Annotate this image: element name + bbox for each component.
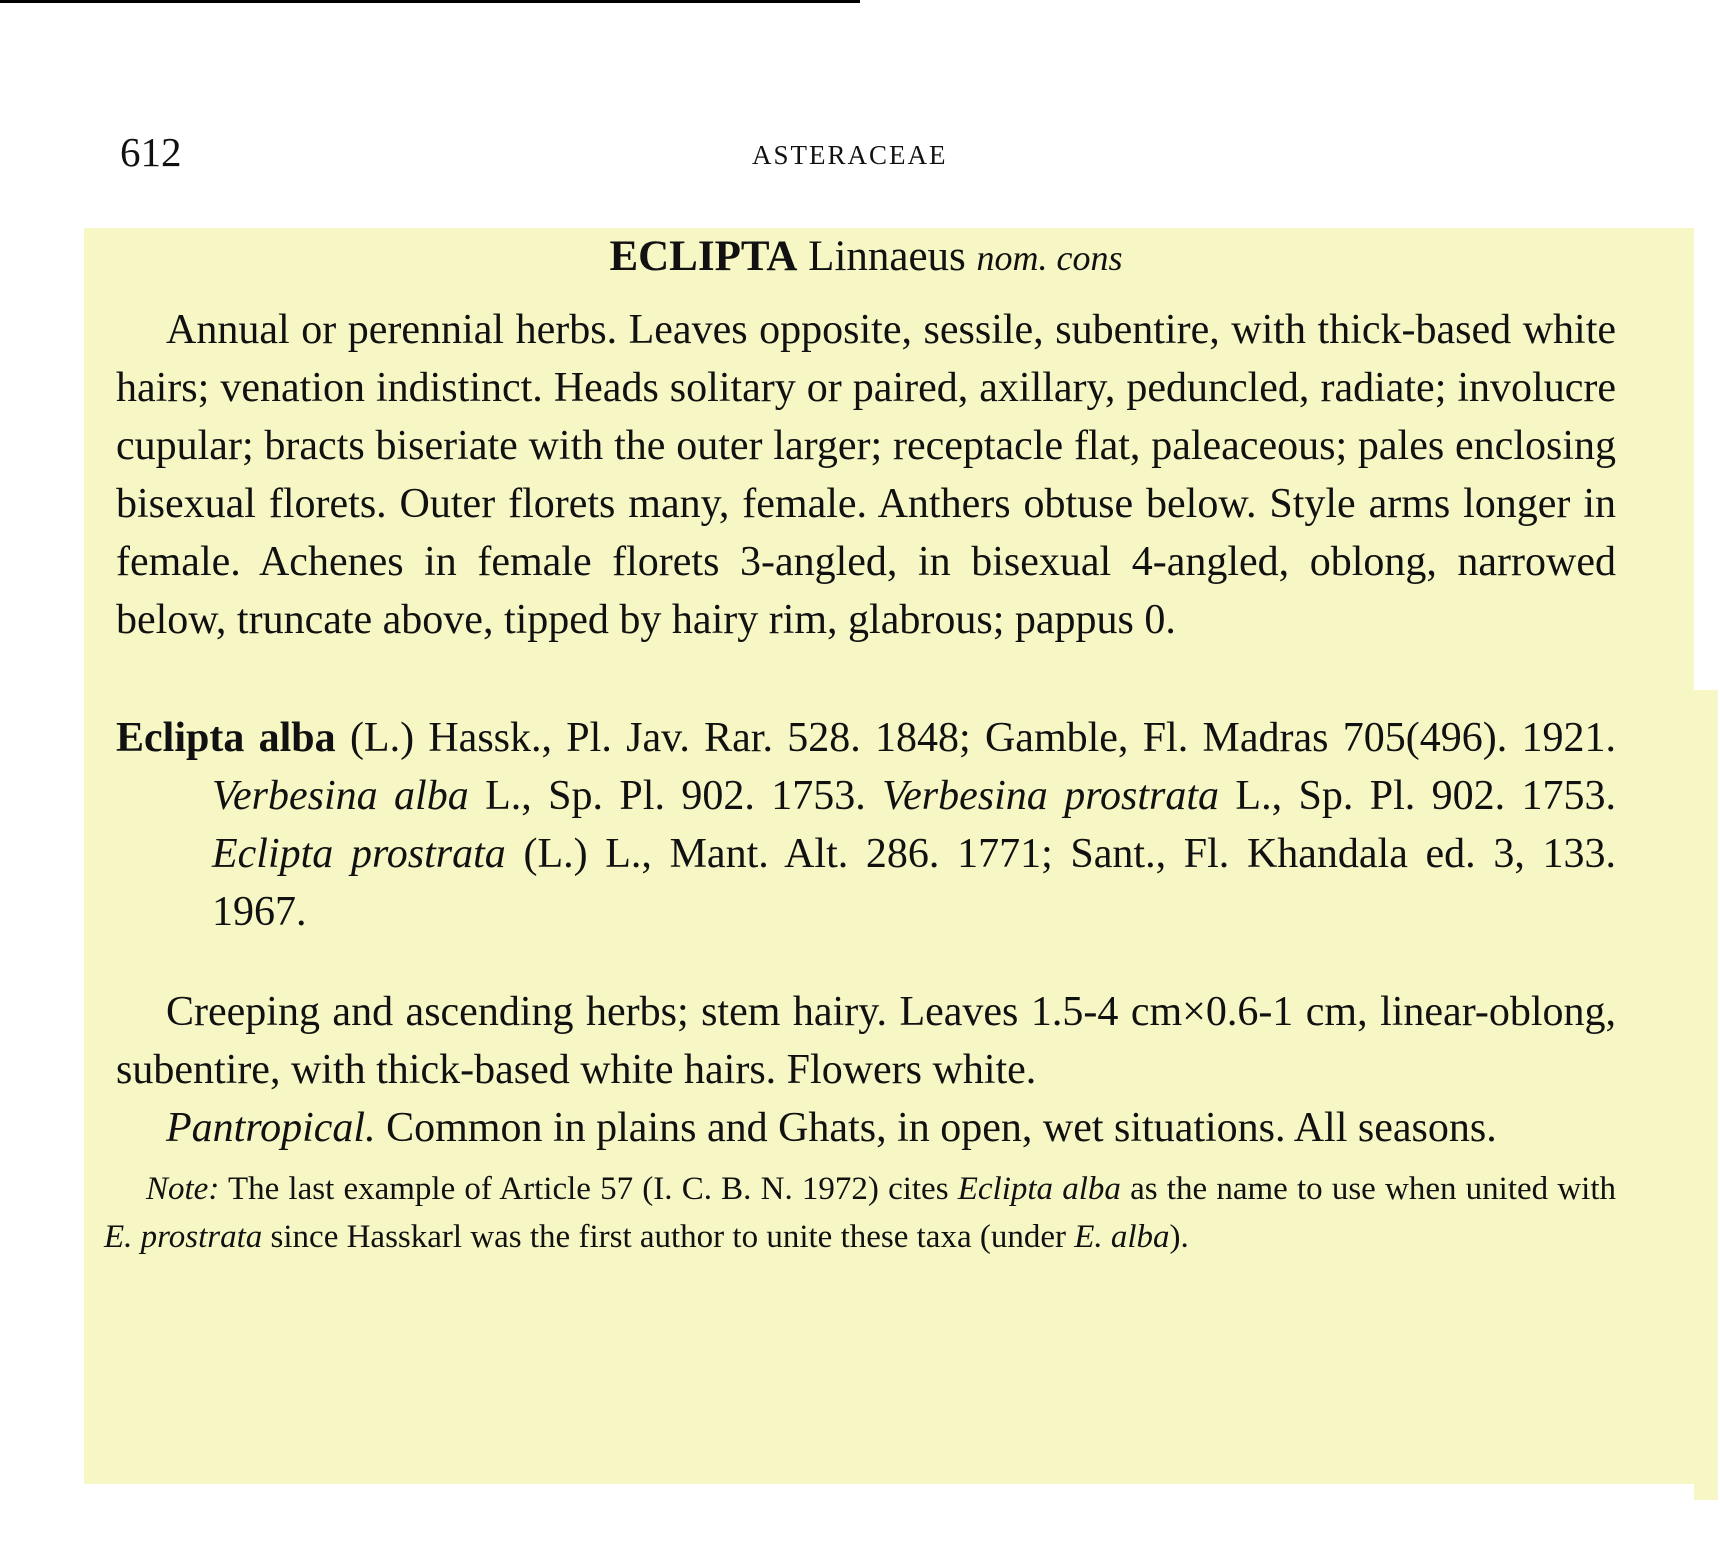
synonym-1: Verbesina alba bbox=[212, 773, 469, 819]
citation-3: L., Sp. Pl. 902. 1753. bbox=[1235, 773, 1617, 819]
genus-status: nom. cons bbox=[976, 238, 1123, 278]
highlight-region-edge bbox=[1694, 690, 1718, 1500]
page-content bbox=[104, 232, 1617, 1294]
genus-author: Linnaeus bbox=[808, 233, 966, 280]
running-head: ASTERACEAE bbox=[752, 140, 948, 170]
species-name: Eclipta alba bbox=[116, 715, 336, 761]
genus-name: ECLIPTA bbox=[609, 233, 798, 280]
citation-2: L., Sp. Pl. 902. 1753. bbox=[485, 773, 866, 819]
citation-1: (L.) Hassk., Pl. Jav. Rar. 528. 1848; Gamble, Fl. Madras 705(496). 1921. bbox=[349, 715, 1616, 761]
species-distribution bbox=[116, 1099, 1616, 1157]
page-number: 612 bbox=[120, 129, 182, 175]
genus-description: Annual or perennial herbs. Leaves opposite, sessile, subentire, with thick-based white hairs; venation indistinct. Heads solitary or paired, axillary, peduncled, radiate; involucre cupular; bracts biseriate with the outer larger; receptacle flat, paleaceous; pales enclosing bisexual florets. Outer florets many, female. Anthers obtuse below. Style arms longer in female. Achenes in female florets 3-angled, in bisexual 4-angled, oblong, narrowed below, truncate above, tipped by hairy rim, glabrous; pappus 0. bbox=[116, 307, 1616, 643]
note bbox=[104, 1165, 1616, 1261]
synonym-2: Verbesina prostrata bbox=[882, 773, 1220, 819]
distribution-label: Pantropical. bbox=[166, 1105, 376, 1151]
note-text: The last example of Article 57 (I. C. B. N. 1972) cites bbox=[227, 1171, 949, 1207]
species-description: Creeping and ascending herbs; stem hairy. Leaves 1.5-4 cm×0.6-1 cm, linear-oblong, subentire, with thick-based white hairs. Flowers white. bbox=[116, 989, 1616, 1093]
note-text: ). bbox=[1169, 1219, 1189, 1255]
note-taxon: E. prostrata bbox=[104, 1219, 263, 1255]
note-text: since Hasskarl was the first author to unite these taxa (under bbox=[270, 1219, 1066, 1255]
distribution-text: Common in plains and Ghats, in open, wet situations. All seasons. bbox=[386, 1105, 1497, 1151]
synonym-3: Eclipta prostrata bbox=[212, 831, 506, 877]
note-text: as the name to use when united with bbox=[1130, 1171, 1617, 1207]
note-taxon: E. alba bbox=[1074, 1219, 1170, 1255]
note-taxon: Eclipta alba bbox=[957, 1171, 1121, 1207]
species-entry bbox=[116, 709, 1616, 941]
genus-heading bbox=[116, 232, 1616, 281]
note-label: Note: bbox=[146, 1171, 220, 1207]
citation-4: (L.) L., Mant. Alt. 286. 1771; Sant., Fl. Khandala ed. 3, 133. 1967. bbox=[212, 831, 1617, 935]
top-rule bbox=[0, 0, 860, 3]
